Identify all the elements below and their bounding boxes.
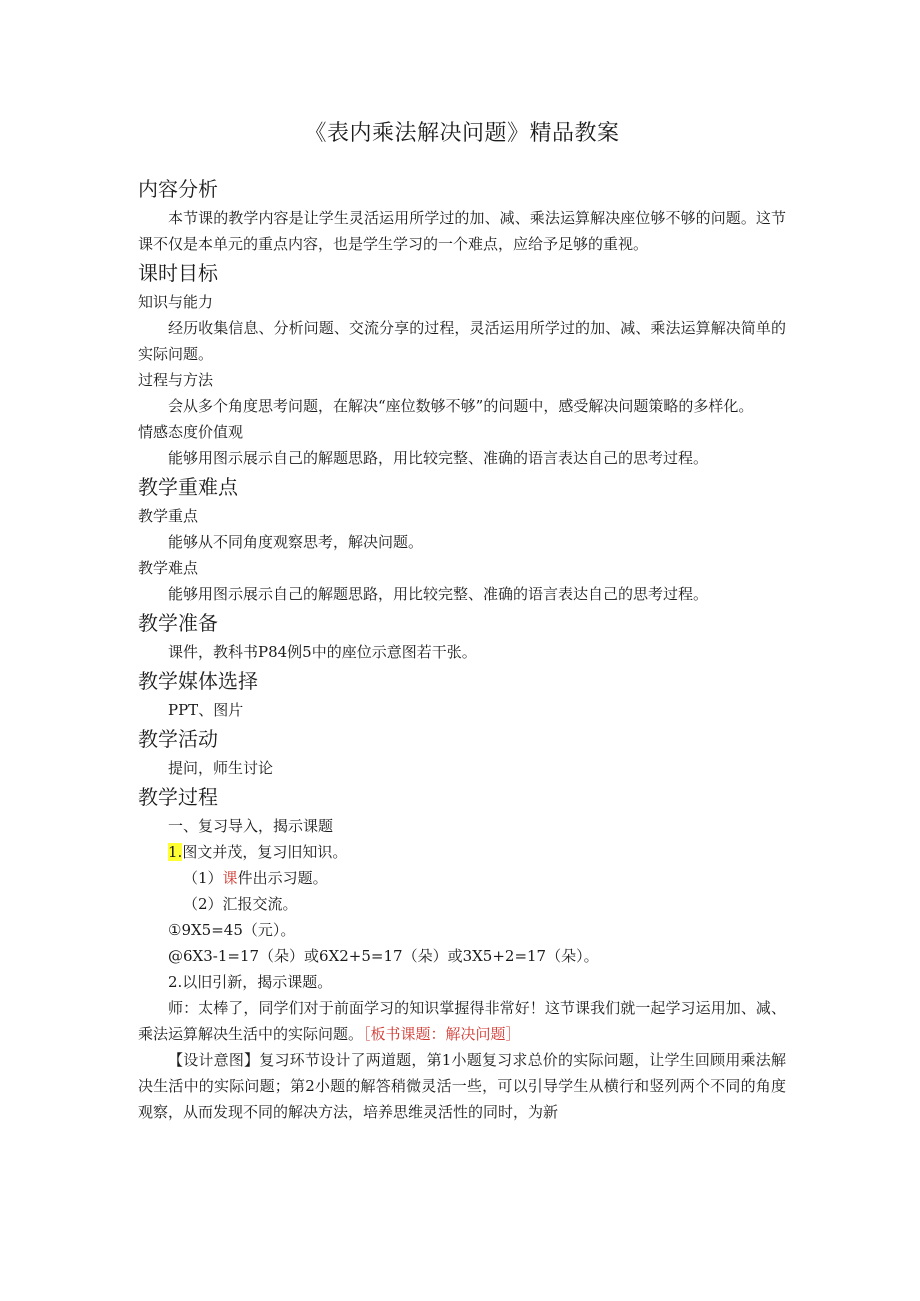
process-item-1-text: 图文并茂，复习旧知识。 (182, 843, 348, 861)
design-intent-paragraph (138, 1047, 786, 1125)
goal-label-process: 过程与方法 (138, 371, 214, 389)
process-item-2: 2.以旧引新，揭示课题。 (168, 973, 333, 991)
process-sub-1 (138, 865, 786, 891)
content-analysis-text: 本节课的教学内容是让学生灵活运用所学过的加、减、乘法运算解决座位够不够的问题。这节课不仅是本单元的重点内容，也是学生学习的一个难点，应给予足够的重视。 (138, 209, 786, 253)
section-heading-goals: 课时目标 (138, 261, 218, 285)
goal-label-knowledge: 知识与能力 (138, 293, 214, 311)
teacher-text: 师：太棒了，同学们对于前面学习的知识掌握得非常好！这节课我们就一起学习运用加、减、乘法运算解决生活中的实际问题。 (138, 999, 786, 1043)
process-step-1: 一、复习导入，揭示课题 (168, 817, 334, 835)
section-heading-preparation: 教学准备 (138, 611, 218, 635)
section-heading-media: 教学媒体选择 (138, 669, 258, 693)
goal-text-attitude: 能够用图示展示自己的解题思路，用比较完整、准确的语言表达自己的思考过程。 (168, 449, 709, 467)
goal-label-attitude: 情感态度价值观 (138, 423, 244, 441)
process-item-1 (138, 839, 786, 865)
design-intent-text: 复习环节设计了两道题，第1小题复习求总价的实际问题，让学生回顾用乘法解决生活中的实际问题；第2小题的解答稍微灵活一些，可以引导学生从横行和竖列两个不同的角度观察，从而发现不同的解决方法，培养思维灵活性的同时，为新 (138, 1051, 786, 1121)
design-intent-label: 【设计意图】 (168, 1051, 260, 1069)
goal-text-knowledge: 经历收集信息、分析问题、交流分享的过程，灵活运用所学过的加、减、乘法运算解决简单的实际问题。 (138, 319, 786, 363)
board-note: ［板书课题：解决问题］ (363, 1025, 521, 1043)
keypoint-text-focus: 能够从不同角度观察思考，解决问题。 (168, 533, 424, 551)
teacher-paragraph (138, 995, 786, 1047)
keypoint-label-focus: 教学重点 (138, 507, 199, 525)
goal-text-process: 会从多个角度思考问题，在解决“座位数够不够”的问题中，感受解决问题策略的多样化。 (168, 397, 754, 415)
process-sub-1-prefix: （1） (183, 869, 223, 887)
preparation-text: 课件，教科书P84例5中的座位示意图若干张。 (168, 643, 477, 661)
document-title: 《表内乘法解决问题》精品教案 (304, 121, 620, 146)
activity-text: 提问，师生讨论 (168, 759, 274, 777)
section-heading-activity: 教学活动 (138, 727, 218, 751)
keypoint-text-difficulty: 能够用图示展示自己的解题思路，用比较完整、准确的语言表达自己的思考过程。 (168, 585, 709, 603)
calc-line-2: @6X3-1=17（朵）或6X2+5=17（朵）或3X5+2=17（朵）。 (168, 947, 599, 965)
process-sub-1-red: 课 (222, 869, 238, 887)
document-page (138, 116, 786, 1125)
keypoint-label-difficulty: 教学难点 (138, 559, 199, 577)
process-sub-1-rest: 件出示习题。 (237, 869, 328, 887)
section-heading-process: 教学过程 (138, 785, 218, 809)
section-heading-keypoints: 教学重难点 (138, 475, 238, 499)
process-sub-2: （2）汇报交流。 (183, 895, 298, 913)
section-heading-content-analysis: 内容分析 (138, 177, 218, 201)
highlighted-number: 1. (168, 843, 183, 861)
media-text: PPT、图片 (168, 701, 244, 719)
calc-line-1: ①9X5=45（元）。 (168, 921, 296, 939)
